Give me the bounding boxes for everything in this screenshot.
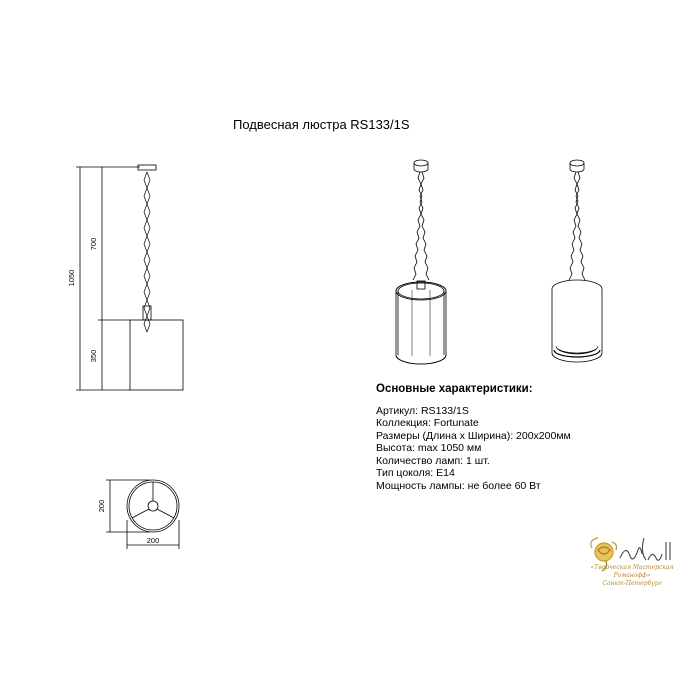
dim-top-depth: 200 xyxy=(97,499,106,513)
spec-line-lamp-count: Количество ламп: 1 шт. xyxy=(376,454,490,467)
dim-top-width: 200 xyxy=(146,536,160,545)
dim-shade-height: 350 xyxy=(89,349,98,363)
top-view xyxy=(106,480,179,549)
spec-line-collection: Коллекция: Fortunate xyxy=(376,417,479,429)
spec-line-power: Мощность лампы: не более 60 Вт xyxy=(376,479,541,492)
signature-icon xyxy=(620,538,670,560)
specs-heading: Основные характеристики: xyxy=(376,383,533,395)
dim-chain-height: 700 xyxy=(89,237,98,251)
perspective-wireframe xyxy=(396,160,446,364)
chain xyxy=(144,172,150,332)
specifications-block xyxy=(376,383,571,492)
spec-line-article: Артикул: RS133/1S xyxy=(376,404,469,417)
logo-line-2: Санкт-Петербург xyxy=(602,580,662,587)
logo-line-1: «Творческая Мастерская Романофф» xyxy=(590,564,674,579)
page-title: Подвесная люстра RS133/1S xyxy=(233,117,410,132)
spec-line-socket: Тип цоколя: E14 xyxy=(376,467,455,479)
spec-line-height: Высота: max 1050 мм xyxy=(376,442,482,454)
dim-total-height: 1050 xyxy=(67,269,76,287)
perspective-solid xyxy=(552,160,602,362)
spec-line-size: Размеры (Длина х Ширина): 200x200мм xyxy=(376,429,571,442)
logo-caption xyxy=(577,564,687,588)
